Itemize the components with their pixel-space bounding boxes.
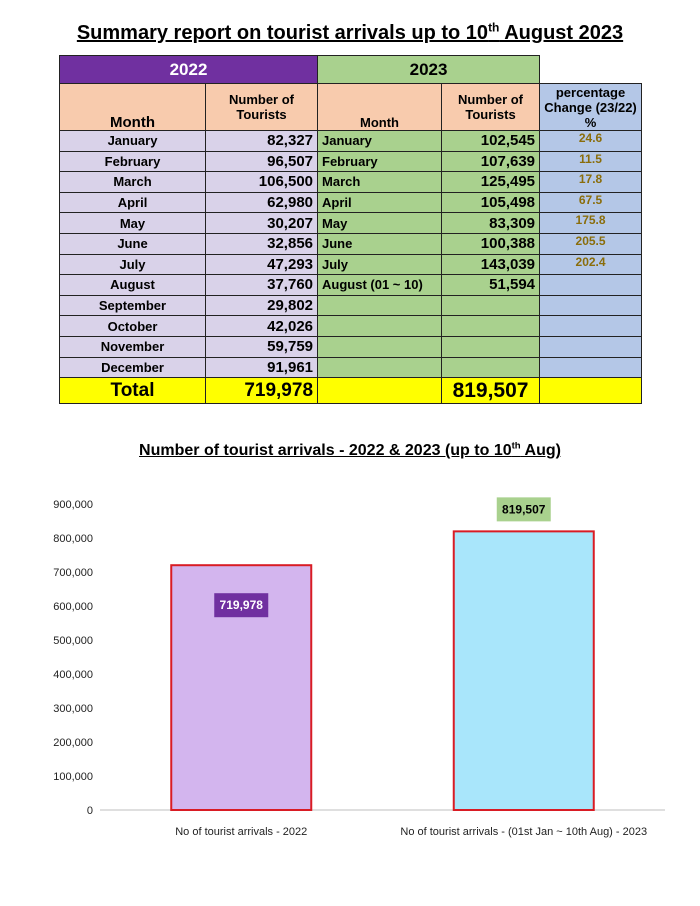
table-row (60, 233, 642, 254)
tourists-2022-cell: 32,856 (206, 233, 318, 254)
month-2022-cell: May (60, 213, 206, 234)
tourists-2022-cell: 30,207 (206, 213, 318, 234)
tourists-2023-cell (442, 316, 540, 337)
tourists-2022-header: Number of Tourists (206, 84, 318, 131)
total-blank (318, 378, 442, 404)
tourists-2023-cell (442, 336, 540, 357)
tourists-2022-cell: 37,760 (206, 275, 318, 296)
category-label: No of tourist arrivals - 2022 (175, 826, 308, 838)
bar-chart (0, 480, 700, 850)
total-label: Total (60, 378, 206, 404)
total-pct-blank (540, 378, 642, 404)
y-tick-label: 300,000 (53, 703, 93, 715)
tourists-2023-cell: 83,309 (442, 213, 540, 234)
table-row (60, 213, 642, 234)
data-label: 719,978 (219, 598, 263, 613)
month-2023-cell: August (01 ~ 10) (318, 275, 442, 296)
month-2022-cell: February (60, 151, 206, 172)
month-2023-cell (318, 336, 442, 357)
month-2022-cell: December (60, 357, 206, 378)
blank-corner (540, 56, 642, 84)
tourists-2022-cell: 59,759 (206, 336, 318, 357)
month-2023-header: Month (318, 84, 442, 131)
month-2022-cell: November (60, 336, 206, 357)
month-2023-cell: April (318, 192, 442, 213)
table-row (60, 275, 642, 296)
pct-change-cell: 205.5 (540, 233, 642, 254)
month-2023-cell (318, 357, 442, 378)
y-tick-label: 100,000 (53, 771, 93, 783)
month-2022-cell: August (60, 275, 206, 296)
category-label: No of tourist arrivals - (01st Jan ~ 10th Aug) - 2023 (400, 826, 648, 838)
tourists-2022-cell: 82,327 (206, 131, 318, 152)
month-2022-cell: January (60, 131, 206, 152)
y-tick-label: 800,000 (53, 533, 93, 545)
total-2022: 719,978 (206, 378, 318, 404)
tourists-2023-cell: 102,545 (442, 131, 540, 152)
tourists-2023-cell: 107,639 (442, 151, 540, 172)
month-2023-cell: January (318, 131, 442, 152)
tourists-2023-cell: 100,388 (442, 233, 540, 254)
column-header-row (60, 84, 642, 131)
pct-change-cell: 202.4 (540, 254, 642, 275)
tourists-2023-header: Number of Tourists (442, 84, 540, 131)
month-2022-header: Month (60, 84, 206, 131)
month-2022-cell: September (60, 295, 206, 316)
tourists-2022-cell: 47,293 (206, 254, 318, 275)
pct-change-cell (540, 275, 642, 296)
pct-change-cell: 175.8 (540, 213, 642, 234)
total-2023: 819,507 (442, 378, 540, 404)
table-row (60, 172, 642, 193)
table-row (60, 295, 642, 316)
tourists-2023-cell (442, 357, 540, 378)
tourists-2022-cell: 106,500 (206, 172, 318, 193)
summary-table (59, 55, 642, 404)
bar (454, 531, 594, 810)
tourists-2023-cell: 51,594 (442, 275, 540, 296)
total-row (60, 378, 642, 404)
tourists-2022-cell: 29,802 (206, 295, 318, 316)
y-tick-label: 600,000 (53, 601, 93, 613)
table-row (60, 316, 642, 337)
month-2023-cell: June (318, 233, 442, 254)
y-tick-label: 400,000 (53, 669, 93, 681)
tourists-2022-cell: 96,507 (206, 151, 318, 172)
year-2022-header: 2022 (60, 56, 318, 84)
y-tick-label: 700,000 (53, 567, 93, 579)
y-tick-label: 0 (86, 805, 93, 817)
pct-change-cell: 11.5 (540, 151, 642, 172)
month-2023-cell (318, 316, 442, 337)
pct-change-cell (540, 336, 642, 357)
table-row (60, 131, 642, 152)
chart-title: Number of tourist arrivals - 2022 & 2023 (up to 10th Aug) (139, 441, 561, 460)
tourists-2023-cell: 125,495 (442, 172, 540, 193)
month-2023-cell: February (318, 151, 442, 172)
month-2023-cell: March (318, 172, 442, 193)
tourists-2023-cell: 143,039 (442, 254, 540, 275)
y-tick-label: 200,000 (53, 737, 93, 749)
pct-change-cell (540, 295, 642, 316)
y-tick-label: 900,000 (53, 499, 93, 511)
pct-change-cell: 17.8 (540, 172, 642, 193)
year-2023-header: 2023 (318, 56, 540, 84)
table-row (60, 254, 642, 275)
tourists-2023-cell: 105,498 (442, 192, 540, 213)
pct-change-cell (540, 357, 642, 378)
tourists-2022-cell: 91,961 (206, 357, 318, 378)
month-2022-cell: July (60, 254, 206, 275)
table-row (60, 357, 642, 378)
table-row (60, 336, 642, 357)
month-2022-cell: March (60, 172, 206, 193)
table-row (60, 192, 642, 213)
y-tick-label: 500,000 (53, 635, 93, 647)
tourists-2023-cell (442, 295, 540, 316)
tourists-2022-cell: 42,026 (206, 316, 318, 337)
pct-change-cell (540, 316, 642, 337)
month-2022-cell: October (60, 316, 206, 337)
report-title: Summary report on tourist arrivals up to 10th August 2023 (76, 20, 624, 44)
month-2023-cell: May (318, 213, 442, 234)
month-2022-cell: April (60, 192, 206, 213)
pct-change-cell: 24.6 (540, 131, 642, 152)
month-2023-cell (318, 295, 442, 316)
month-2023-cell: July (318, 254, 442, 275)
data-label: 819,507 (502, 502, 546, 517)
year-header-row (60, 56, 642, 84)
table-row (60, 151, 642, 172)
tourists-2022-cell: 62,980 (206, 192, 318, 213)
pct-change-cell: 67.5 (540, 192, 642, 213)
month-2022-cell: June (60, 233, 206, 254)
pct-change-header: percentage Change (23/22) % (540, 84, 642, 131)
